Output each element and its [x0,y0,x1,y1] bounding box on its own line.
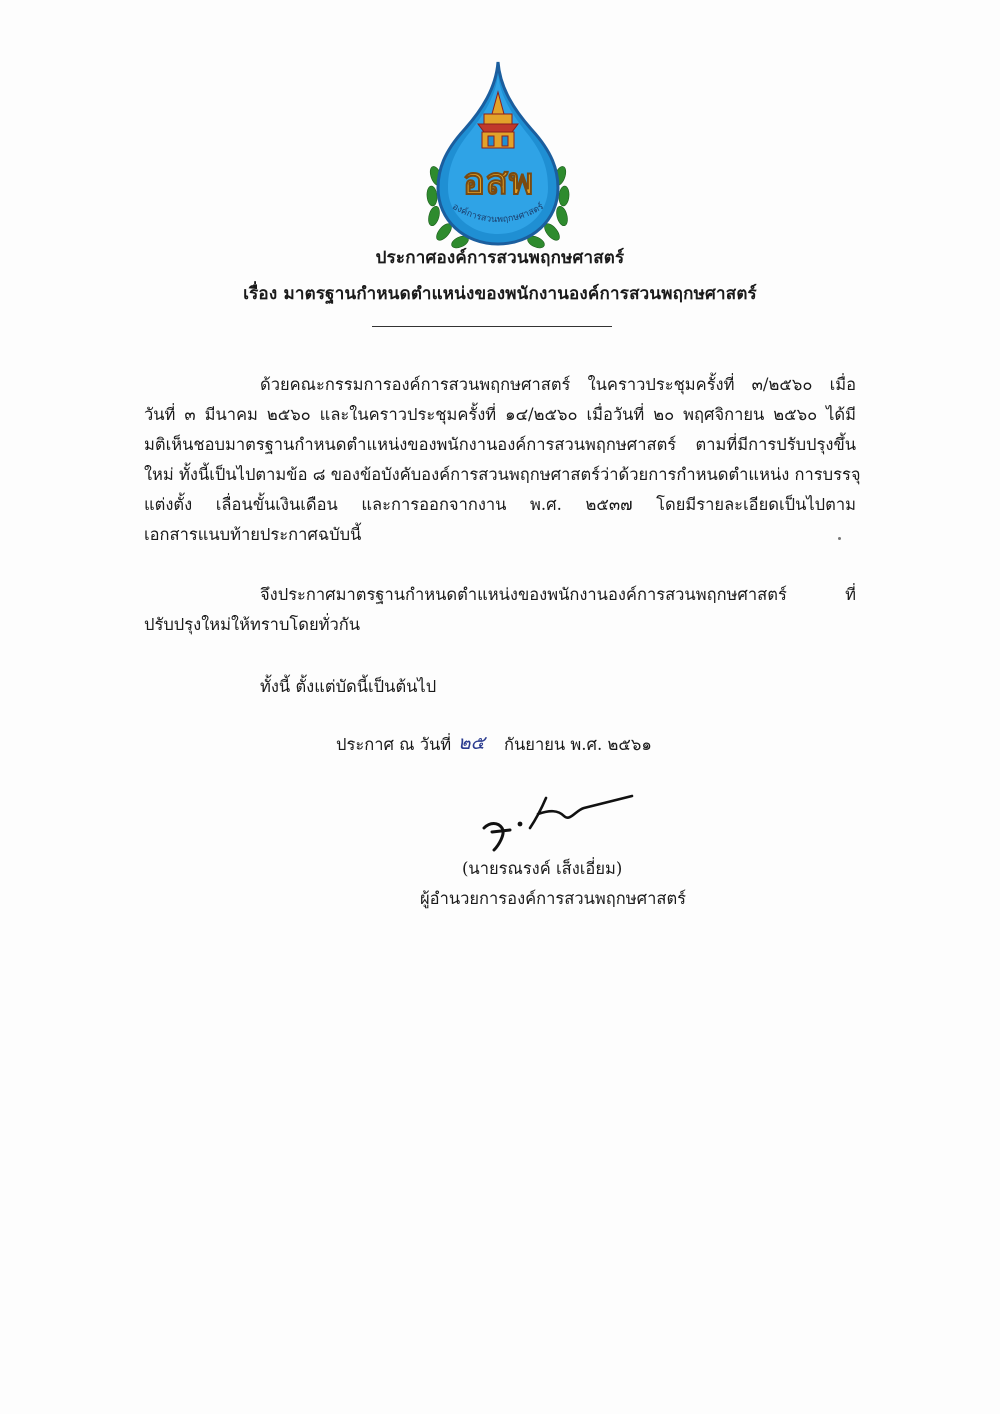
paragraph-2-line-2: ปรับปรุงใหม่ให้ทราบโดยทั่วกัน [144,615,361,634]
paragraph-3: ทั้งนี้ ตั้งแต่บัดนี้เป็นต้นไป [260,677,437,696]
paragraph-1-line-1: ด้วยคณะกรรมการองค์การสวนพฤกษศาสตร์ ในคราวประชุมครั้งที่ ๓/๒๕๖๐ เมื่อ [260,375,856,394]
paragraph-1-line-3: มติเห็นชอบมาตรฐานกำหนดตำแหน่งของพนักงานองค์การสวนพฤกษศาสตร์ ตามที่มีการปรับปรุงขึ้น [144,435,856,454]
handwritten-day: ๒๕ [458,732,485,754]
signatory-name: (นายรณรงค์ เส็งเอี่ยม) [462,859,623,878]
announcement-subject: เรื่อง มาตรฐานกำหนดตำแหน่งของพนักงานองค์การสวนพฤกษศาสตร์ [243,284,757,304]
paragraph-1-line-2: วันที่ ๓ มีนาคม ๒๕๖๐ และในคราวประชุมครั้งที่ ๑๔/๒๕๖๐ เมื่อวันที่ ๒๐ พฤศจิกายน ๒๕๖๐ ได้มี [144,405,856,424]
date-prefix: ประกาศ ณ วันที่ [336,735,452,754]
paragraph-1-line-4: ใหม่ ทั้งนี้เป็นไปตามข้อ ๘ ของข้อบังคับองค์การสวนพฤกษศาสตร์ว่าด้วยการกำหนดตำแหน่ง การบรรจุ [144,465,861,484]
paragraph-2-line-1: จึงประกาศมาตรฐานกำหนดตำแหน่งของพนักงานองค์การสวนพฤกษศาสตร์ ที่ [260,585,856,604]
title-divider [372,326,612,327]
date-suffix: กันยายน พ.ศ. ๒๕๖๑ [504,735,652,754]
signature [480,788,640,852]
signatory-title: ผู้อำนวยการองค์การสวนพฤกษศาสตร์ [420,889,687,908]
paragraph-1-line-5: แต่งตั้ง เลื่อนขั้นเงินเดือน และการออกจากงาน พ.ศ. ๒๕๓๗ โดยมีรายละเอียดเป็นไปตาม [144,495,856,514]
svg-text:อสพ: อสพ [462,158,534,203]
emblem-icon [422,58,574,250]
scan-speck [838,537,841,540]
paragraph-1-line-6: เอกสารแนบท้ายประกาศฉบับนี้ [144,525,362,544]
svg-text:องค์การสวนพฤกษศาสตร์: องค์การสวนพฤกษศาสตร์ [450,201,546,226]
announcement-title: ประกาศองค์การสวนพฤกษศาสตร์ [375,248,625,268]
